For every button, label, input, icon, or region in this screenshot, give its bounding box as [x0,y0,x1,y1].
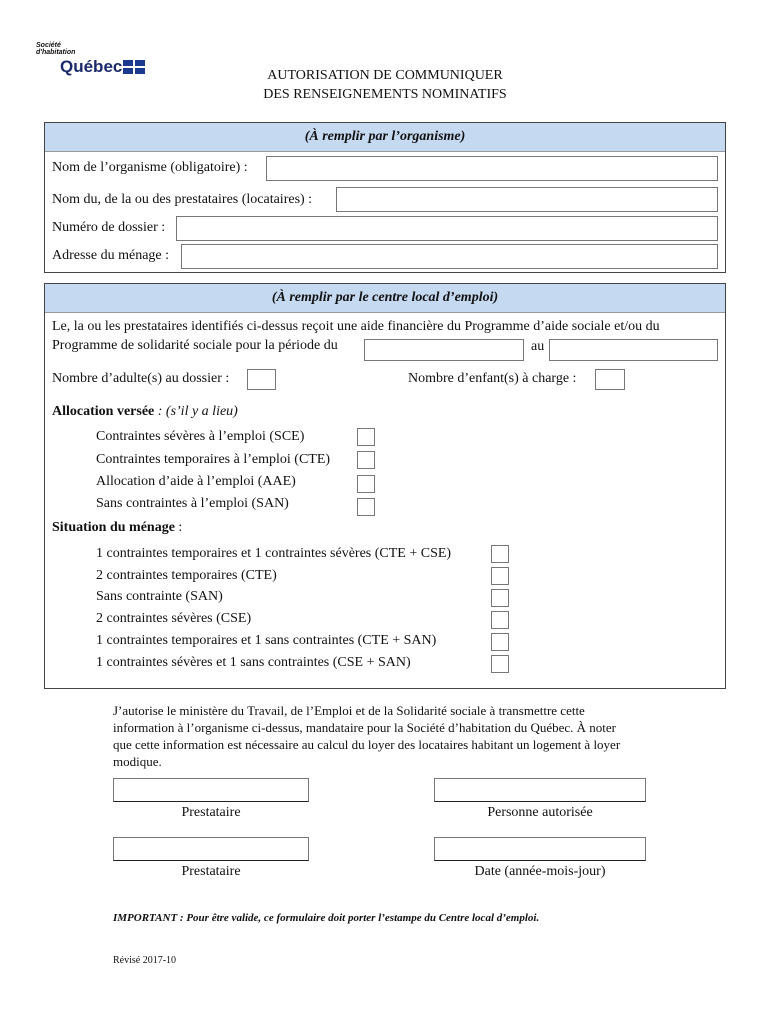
situation-2cte-checkbox[interactable] [491,567,509,585]
allocation-heading: Allocation versée : (s’il y a lieu) [52,404,238,419]
situation-san-checkbox[interactable] [491,589,509,607]
children-count-label: Nombre d’enfant(s) à charge : [408,371,577,386]
prestataire-signature-field-1[interactable] [113,778,309,802]
situation-heading: Situation du ménage : [52,520,183,535]
children-count-input[interactable] [595,369,625,390]
prestataire-signature-field-2[interactable] [113,837,309,861]
organism-name-label: Nom de l’organisme (obligatoire) : [52,160,248,175]
allocation-sce-checkbox[interactable] [357,428,375,446]
intro-line-1: Le, la ou les prestataires identifiés ci-dessus reçoit une aide financière du Programme d’aide sociale et/ou du [52,319,660,334]
allocation-aae-checkbox[interactable] [357,475,375,493]
file-number-input[interactable] [176,216,718,241]
logo-quebec-text: Québec [60,57,123,76]
situation-cte-san-label: 1 contraintes temporaires et 1 sans contraintes (CTE + SAN) [96,633,437,648]
allocation-sce-label: Contraintes sévères à l’emploi (SCE) [96,429,305,444]
period-to-label: au [531,339,545,354]
situation-cte-san-checkbox[interactable] [491,633,509,651]
employment-center-section-header: (À remplir par le centre local d’emploi) [45,284,725,313]
logo-societe-text: Société [36,42,61,49]
logo-habitation-text: d'habitation [36,49,76,56]
authorized-person-label: Personne autorisée [487,805,593,820]
household-address-input[interactable] [181,244,718,269]
allocation-san-checkbox[interactable] [357,498,375,516]
household-address-label: Adresse du ménage : [52,248,170,263]
allocation-san-label: Sans contraintes à l’emploi (SAN) [96,496,289,511]
page-title [180,66,590,104]
authorization-text: J’autorise le ministère du Travail, de l’Emploi et de la Solidarité sociale à transmettre cette information à l’organisme ci-dessus, mandataire pour la Société d’habitation du Québec. À noter que cette information est nécessaire au calcul du loyer des locataires habitant un logement à loyer modique. [113,703,621,769]
adults-count-input[interactable] [247,369,276,390]
date-field[interactable] [434,837,646,861]
beneficiaries-label: Nom du, de la ou des prestataires (locataires) : [52,192,313,207]
situation-cse-san-label: 1 contraintes sévères et 1 sans contraintes (CSE + SAN) [96,655,411,670]
situation-2cse-checkbox[interactable] [491,611,509,629]
intro-line-2: Programme de solidarité sociale pour la période du [52,338,338,353]
file-number-label: Numéro de dossier : [52,220,166,235]
period-start-input[interactable] [364,339,524,361]
title-line-2: DES RENSEIGNEMENTS NOMINATIFS [263,87,507,102]
situation-cte-cse-checkbox[interactable] [491,545,509,563]
revision-date: Révisé 2017-10 [113,955,177,966]
organism-section-header: (À remplir par l’organisme) [45,123,725,152]
situation-cse-san-checkbox[interactable] [491,655,509,673]
date-label: Date (année-mois-jour) [474,864,606,879]
important-note: IMPORTANT : Pour être valide, ce formulaire doit porter l’estampe du Centre local d’emploi. [113,912,540,924]
prestataire-signature-label-2: Prestataire [181,864,241,879]
prestataire-signature-label-1: Prestataire [181,805,241,820]
situation-san-label: Sans contrainte (SAN) [96,589,223,604]
beneficiaries-input[interactable] [336,187,718,212]
quebec-flag-icon [123,60,145,74]
situation-2cte-label: 2 contraintes temporaires (CTE) [96,568,277,583]
adults-count-label: Nombre d’adulte(s) au dossier : [52,371,230,386]
allocation-aae-label: Allocation d’aide à l’emploi (AAE) [96,474,296,489]
period-end-input[interactable] [549,339,718,361]
situation-2cse-label: 2 contraintes sévères (CSE) [96,611,252,626]
situation-cte-cse-label: 1 contraintes temporaires et 1 contraintes sévères (CTE + CSE) [96,546,452,561]
authorized-person-signature-field[interactable] [434,778,646,802]
organism-name-input[interactable] [266,156,718,181]
title-line-1: AUTORISATION DE COMMUNIQUER [267,68,503,83]
allocation-cte-checkbox[interactable] [357,451,375,469]
allocation-cte-label: Contraintes temporaires à l’emploi (CTE) [96,452,331,467]
